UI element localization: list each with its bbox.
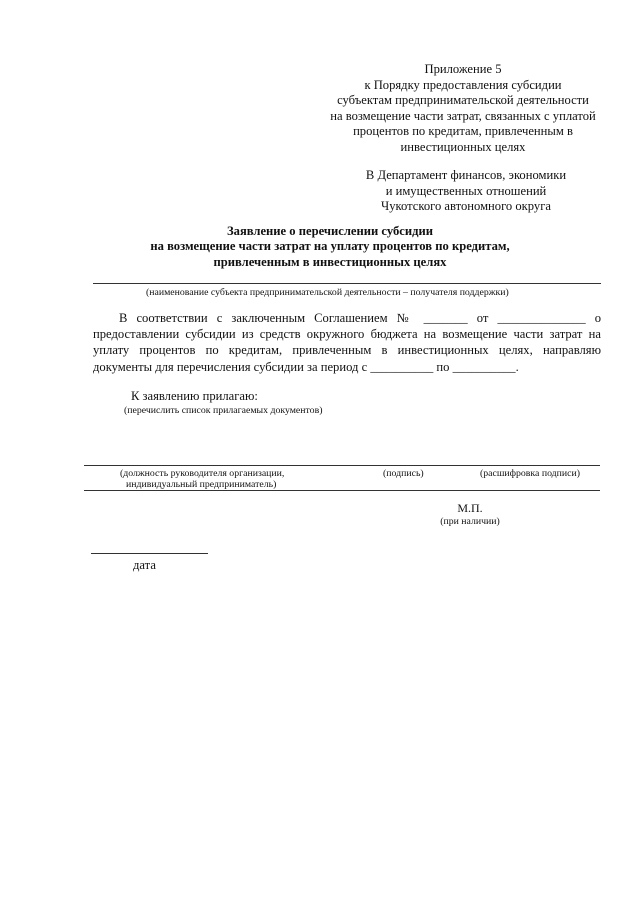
- seal-block: [420, 501, 520, 529]
- date-line[interactable]: [91, 553, 208, 554]
- position-caption-2: индивидуальный предприниматель): [126, 479, 277, 490]
- document-title: [120, 224, 540, 270]
- sign-caption: (подпись): [383, 468, 424, 479]
- appendix-line: Приложение 5: [424, 62, 502, 76]
- position-caption: (должность руководителя организации,: [120, 468, 285, 479]
- appendix-line: на возмещение части затрат, связанных с уплатой: [330, 108, 596, 123]
- appendix-line: к Порядку предоставления субсидии: [364, 77, 562, 92]
- recipient-name-line[interactable]: [93, 283, 601, 284]
- attachments-caption: (перечислить список прилагаемых документов): [124, 405, 323, 416]
- recipient-caption: (наименование субъекта предпринимательской деятельности – получателя поддержки): [146, 287, 509, 298]
- body-line-3: уплату процентов по кредитам, привлеченным в инвестиционных целях, направляю: [93, 343, 601, 358]
- body-line-4: документы для перечисления субсидии за период с __________ по __________.: [93, 359, 519, 374]
- seal-label: М.П.: [457, 501, 483, 515]
- appendix-line: субъектам предпринимательской деятельности: [337, 93, 589, 108]
- addressee-block: [336, 168, 596, 215]
- appendix-block: [318, 62, 608, 156]
- signature-underline: [84, 490, 600, 491]
- decode-caption: (расшифровка подписи): [480, 468, 581, 479]
- date-label: дата: [133, 558, 156, 572]
- title-line: Заявление о перечислении субсидии: [227, 224, 433, 238]
- title-line: на возмещение части затрат на уплату процентов по кредитам,: [150, 239, 510, 254]
- addressee-line: Чукотского автономного округа: [381, 199, 551, 214]
- addressee-line: В Департамент финансов, экономики: [365, 168, 567, 182]
- body-line-1: В соответствии с заключенным Соглашением № _______ от ______________ о: [119, 311, 601, 325]
- appendix-line: процентов по кредитам, привлеченным в: [353, 124, 573, 139]
- appendix-line: инвестиционных целях: [400, 139, 526, 154]
- seal-note: (при наличии): [440, 516, 500, 527]
- attachments-label: К заявлению прилагаю:: [131, 389, 258, 403]
- title-line: привлеченным в инвестиционных целях: [213, 254, 447, 269]
- body-paragraph: [93, 310, 601, 375]
- body-line-2: предоставлении субсидии из средств окружного бюджета на возмещение части затрат на: [93, 327, 601, 342]
- addressee-line: и имущественных отношений: [385, 183, 547, 198]
- signature-line[interactable]: [84, 465, 600, 466]
